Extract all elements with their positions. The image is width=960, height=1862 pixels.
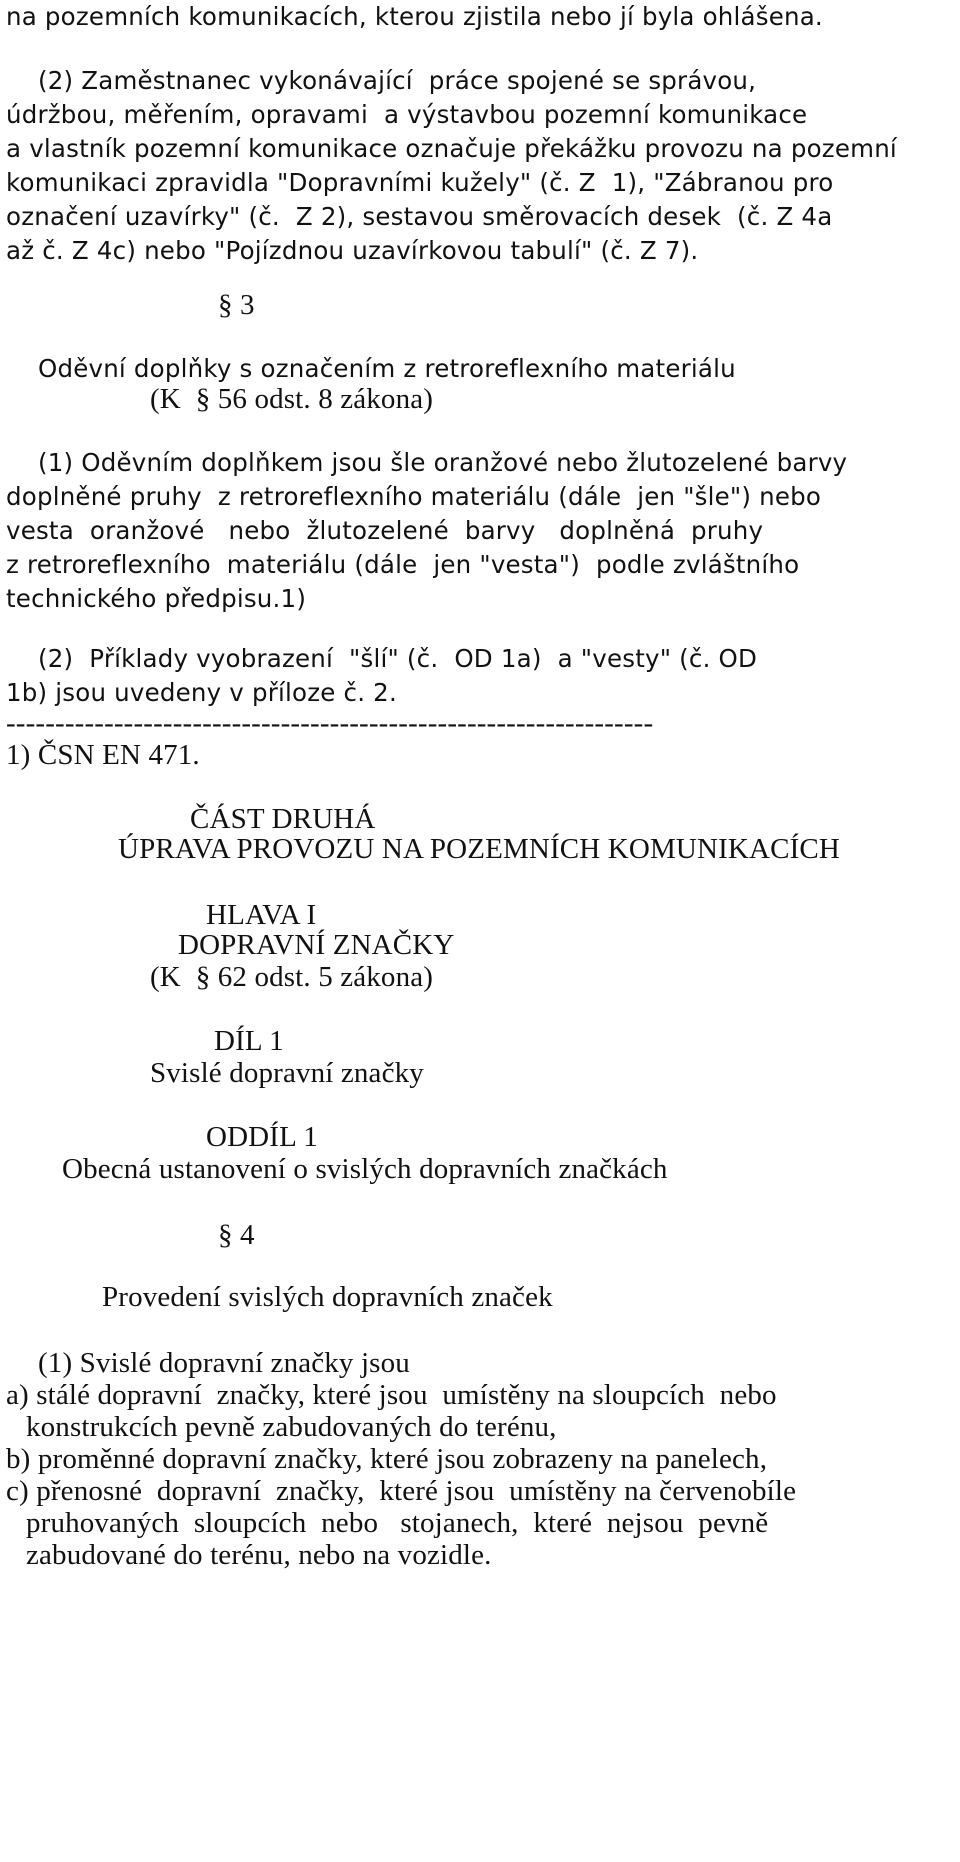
footnote-separator: ------------------------------------------------------------------ [6,707,654,739]
chapter-heading: HLAVA I [206,899,317,931]
section-number: § 4 [218,1219,255,1251]
paragraph-line: 1b) jsou uvedeny v příloze č. 2. [6,678,397,707]
paragraph-line: až č. Z 4c) nebo "Pojízdnou uzavírkovou tabulí" (č. Z 7). [6,236,699,265]
text-line: na pozemních komunikacích, kterou zjistila nebo jí byla ohlášena. [6,2,823,31]
part-heading: ČÁST DRUHÁ [190,803,376,835]
section-title: Provedení svislých dopravních značek [102,1281,553,1313]
paragraph-line: doplněné pruhy z retroreflexního materiálu (dále jen "šle") nebo [6,482,822,511]
paragraph-line: vesta oranžové nebo žlutozelené barvy doplněná pruhy [6,516,764,545]
list-item-continuation: konstrukcích pevně zabudovaných do terénu, [26,1411,557,1443]
legal-reference: (K § 56 odst. 8 zákona) [150,383,434,415]
paragraph-line: údržbou, měřením, opravami a výstavbou pozemní komunikace [6,100,808,129]
list-item: c) přenosné dopravní značky, které jsou umístěny na červenobíle [6,1475,797,1507]
legal-reference: (K § 62 odst. 5 zákona) [150,961,434,993]
list-item: a) stálé dopravní značky, které jsou umístěny na sloupcích nebo [6,1379,777,1411]
subdivision-title: Obecná ustanovení o svislých dopravních značkách [62,1153,668,1185]
division-title: Svislé dopravní značky [150,1057,424,1089]
list-item: b) proměnné dopravní značky, které jsou zobrazeny na panelech, [6,1443,768,1475]
section-number: § 3 [218,289,255,321]
subdivision-heading: ODDÍL 1 [206,1121,318,1153]
part-title: ÚPRAVA PROVOZU NA POZEMNÍCH KOMUNIKACÍCH [118,833,840,865]
paragraph-line: (2) Příklady vyobrazení "šlí" (č. OD 1a) a "vesty" (č. OD [38,644,758,673]
paragraph-line: komunikaci zpravidla "Dopravními kužely" (č. Z 1), "Zábranou pro [6,168,834,197]
paragraph-line: (2) Zaměstnanec vykonávající práce spojené se správou, [6,66,757,95]
paragraph-line: z retroreflexního materiálu (dále jen "vesta") podle zvláštního [6,550,800,579]
paragraph-line: (1) Oděvním doplňkem jsou šle oranžové nebo žlutozelené barvy [38,448,848,477]
paragraph-line: označení uzavírky" (č. Z 2), sestavou směrovacích desek (č. Z 4a [6,202,833,231]
chapter-title: DOPRAVNÍ ZNAČKY [178,929,455,961]
section-title: Oděvní doplňky s označením z retroreflexního materiálu [38,354,736,383]
paragraph-line: (1) Svislé dopravní značky jsou [38,1347,410,1379]
list-item-continuation: zabudované do terénu, nebo na vozidle. [26,1539,492,1571]
list-item-continuation: pruhovaných sloupcích nebo stojanech, které nejsou pevně [26,1507,769,1539]
paragraph-line: a vlastník pozemní komunikace označuje překážku provozu na pozemní [6,134,897,163]
paragraph-line: technického předpisu.1) [6,584,307,613]
division-heading: DÍL 1 [214,1025,284,1057]
footnote: 1) ČSN EN 471. [6,739,200,771]
